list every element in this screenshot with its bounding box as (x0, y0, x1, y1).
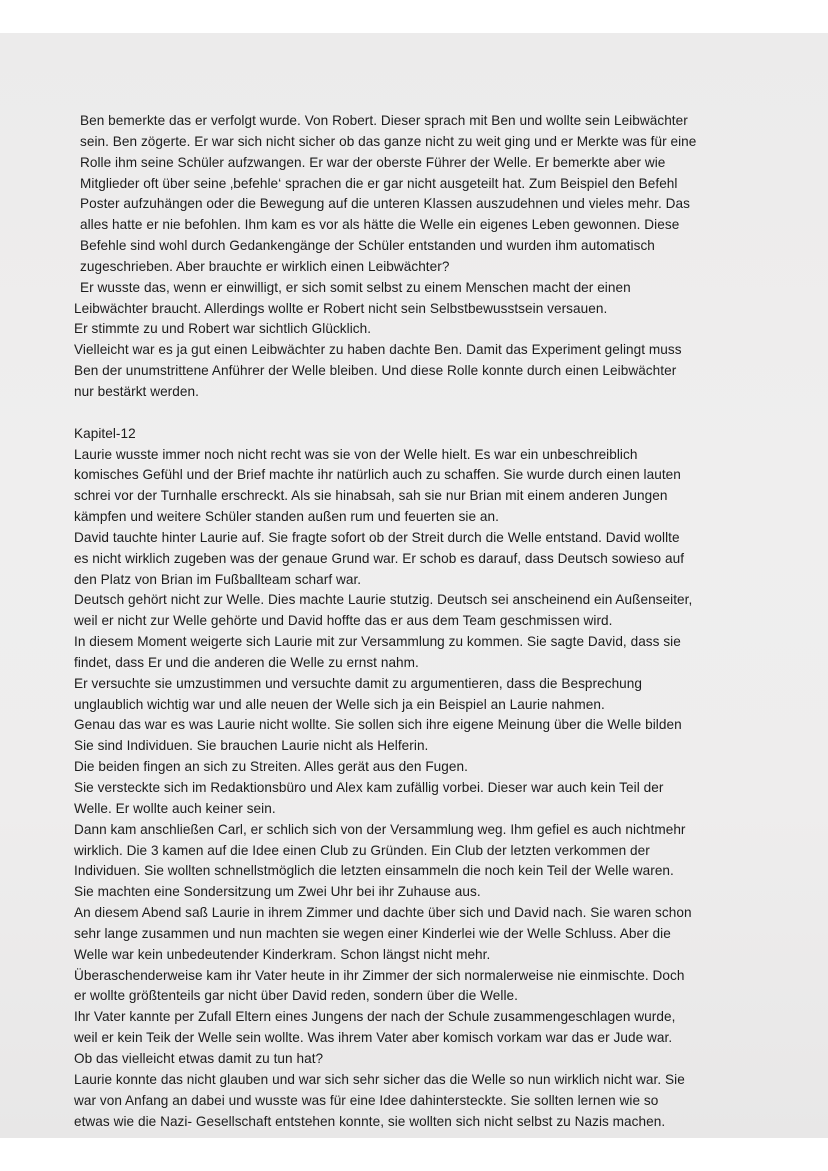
text-line: Welle war kein unbedeutender Kinderkram. Schon längst nicht mehr. (74, 946, 491, 962)
text-line: Rolle ihm seine Schüler aufzwangen. Er war der oberste Führer der Welle. Er bemerkte aber wie (80, 154, 666, 170)
text-line: Dann kam anschließen Carl, er schlich sich von der Versammlung weg. Ihm gefiel es auch nichtmehr (74, 821, 686, 837)
scanned-page (0, 33, 828, 1138)
text-line: Laurie wusste immer noch nicht recht was sie von der Welle hielt. Es war ein unbeschreiblich (74, 446, 638, 462)
text-line: Welle. Er wollte auch keiner sein. (74, 800, 276, 816)
text-line: weil er kein Teik der Welle sein wollte. Was ihrem Vater aber komisch vorkam war das er Jude war. (74, 1030, 673, 1046)
text-line: schrei vor der Turnhalle erschreckt. Als sie hinabsah, sah sie nur Brian mit einem anderen Jungen (74, 488, 668, 504)
text-line: sehr lange zusammen und nun machten sie wegen einer Kinderlei wie der Welle Schluss. Aber die (74, 925, 671, 941)
blank-line (74, 403, 814, 424)
text-line: wirklich. Die 3 kamen auf die Idee einen Club zu Gründen. Ein Club der letzten verkommen der (74, 842, 650, 858)
text-line: unglaublich wichtig war und alle neuen der Welle sich ja ein Beispiel an Laurie nahmen. (74, 696, 605, 712)
text-line: Sie machten eine Sondersitzung um Zwei Uhr bei ihr Zuhause aus. (74, 884, 481, 900)
text-line: kämpfen und weitere Schüler standen außen rum und feuerten sie an. (74, 509, 499, 525)
text-line: Genau das war es was Laurie nicht wollte. Sie sollen sich ihre eigene Meinung über die Welle bilden (74, 717, 682, 733)
text-line: An diesem Abend saß Laurie in ihrem Zimmer und dachte über sich und David nach. Sie waren schon (74, 905, 692, 921)
text-line: Deutsch gehört nicht zur Welle. Dies machte Laurie stutzig. Deutsch sei anscheinend ein Außenseiter, (74, 592, 693, 608)
text-line: den Platz von Brian im Fußballteam scharf war. (74, 571, 362, 587)
text-line: Ihr Vater kannte per Zufall Eltern eines Jungens der nach der Schule zusammengeschlagen wurde, (74, 1009, 676, 1025)
text-line: nur bestärkt werden. (74, 383, 199, 399)
text-line: war von Anfang an dabei und wusste was für eine Idee dahintersteckte. Sie sollten lernen wie so (74, 1092, 659, 1108)
text-line: Vielleicht war es ja gut einen Leibwächter zu haben dachte Ben. Damit das Experiment gelingt muss (74, 342, 682, 358)
text-line: sein. Ben zögerte. Er war sich nicht sicher ob das ganze nicht zu weit ging und er Merkte was für eine (80, 133, 697, 149)
text-line: Er versuchte sie umzustimmen und versuchte damit zu argumentieren, dass die Besprechung (74, 675, 643, 691)
text-line: In diesem Moment weigerte sich Laurie mit zur Versammlung zu kommen. Sie sagte David, dass sie (74, 634, 681, 650)
text-line: zugeschrieben. Aber brauchte er wirklich einen Leibwächter? (80, 258, 450, 274)
text-line: er wollte größtenteils gar nicht über David reden, sondern über die Welle. (74, 988, 518, 1004)
text-line: Überaschenderweise kam ihr Vater heute in ihr Zimmer der sich normalerweise nie einmischte. Doch (74, 967, 685, 983)
text-line: Laurie konnte das nicht glauben und war sich sehr sicher das die Welle so nun wirklich nicht war. Sie (74, 1071, 685, 1087)
text-line: etwas wie die Nazi- Gesellschaft entstehen konnte, sie wollten sich nicht selbst zu Nazis machen. (74, 1113, 666, 1129)
text-line: Befehle sind wohl durch Gedankengänge der Schüler entstanden und wurden ihm automatisch (80, 238, 655, 254)
text-line: alles hatte er nie befohlen. Ihm kam es vor als hätte die Welle ein eigenes Leben gewonnen. Diese (80, 217, 680, 233)
text-line: Sie versteckte sich im Redaktionsbüro und Alex kam zufällig vorbei. Dieser war auch kein Teil der (74, 780, 664, 795)
text-line: Die beiden fingen an sich zu Streiten. Alles gerät aus den Fugen. (74, 759, 468, 775)
text-line: weil er nicht zur Welle gehörte und David hoffte das er aus dem Team geschmissen wird. (74, 613, 613, 629)
document-text (74, 111, 814, 1132)
text-line: findet, dass Er und die anderen die Welle zu ernst nahm. (74, 654, 419, 670)
text-line: Poster aufzuhängen oder die Bewegung auf die unteren Klassen auszudehnen und vieles mehr. Das (80, 196, 690, 212)
text-line: komisches Gefühl und der Brief machte ihr natürlich auch zu schaffen. Sie wurde durch einen lauten (74, 467, 681, 483)
text-line: Leibwächter braucht. Allerdings wollte er Robert nicht sein Selbstbewusstsein versauen. (74, 300, 608, 316)
text-line: Sie sind Individuen. Sie brauchen Laurie nicht als Helferin. (74, 738, 429, 754)
text-line: es nicht wirklich zugeben was der genaue Grund war. Er schob es darauf, dass Deutsch sowieso auf (74, 550, 685, 566)
chapter-title: Kapitel-12 (74, 425, 136, 441)
text-line: Individuen. Sie wollten schnellstmöglich die letzten einsammeln die noch kein Teil der Welle waren. (74, 863, 674, 879)
text-line: David tauchte hinter Laurie auf. Sie fragte sofort ob der Streit durch die Welle entstand. David wollte (74, 529, 680, 545)
text-line: Er wusste das, wenn er einwilligt, er sich somit selbst zu einem Menschen macht der einen (80, 279, 631, 295)
text-line: Ben der unumstrittene Anführer der Welle bleiben. Und diese Rolle konnte durch einen Leibwächter (74, 363, 677, 379)
text-line: Er stimmte zu und Robert war sichtlich Glücklich. (74, 321, 372, 337)
text-line: Mitglieder oft über seine ‚befehle‘ sprachen die er gar nicht ausgeteilt hat. Zum Beispiel den Befehl (80, 175, 678, 191)
text-line: Ob das vielleicht etwas damit zu tun hat? (74, 1050, 324, 1066)
text-line: Ben bemerkte das er verfolgt wurde. Von Robert. Dieser sprach mit Ben und wollte sein Leibwächter (80, 113, 688, 128)
